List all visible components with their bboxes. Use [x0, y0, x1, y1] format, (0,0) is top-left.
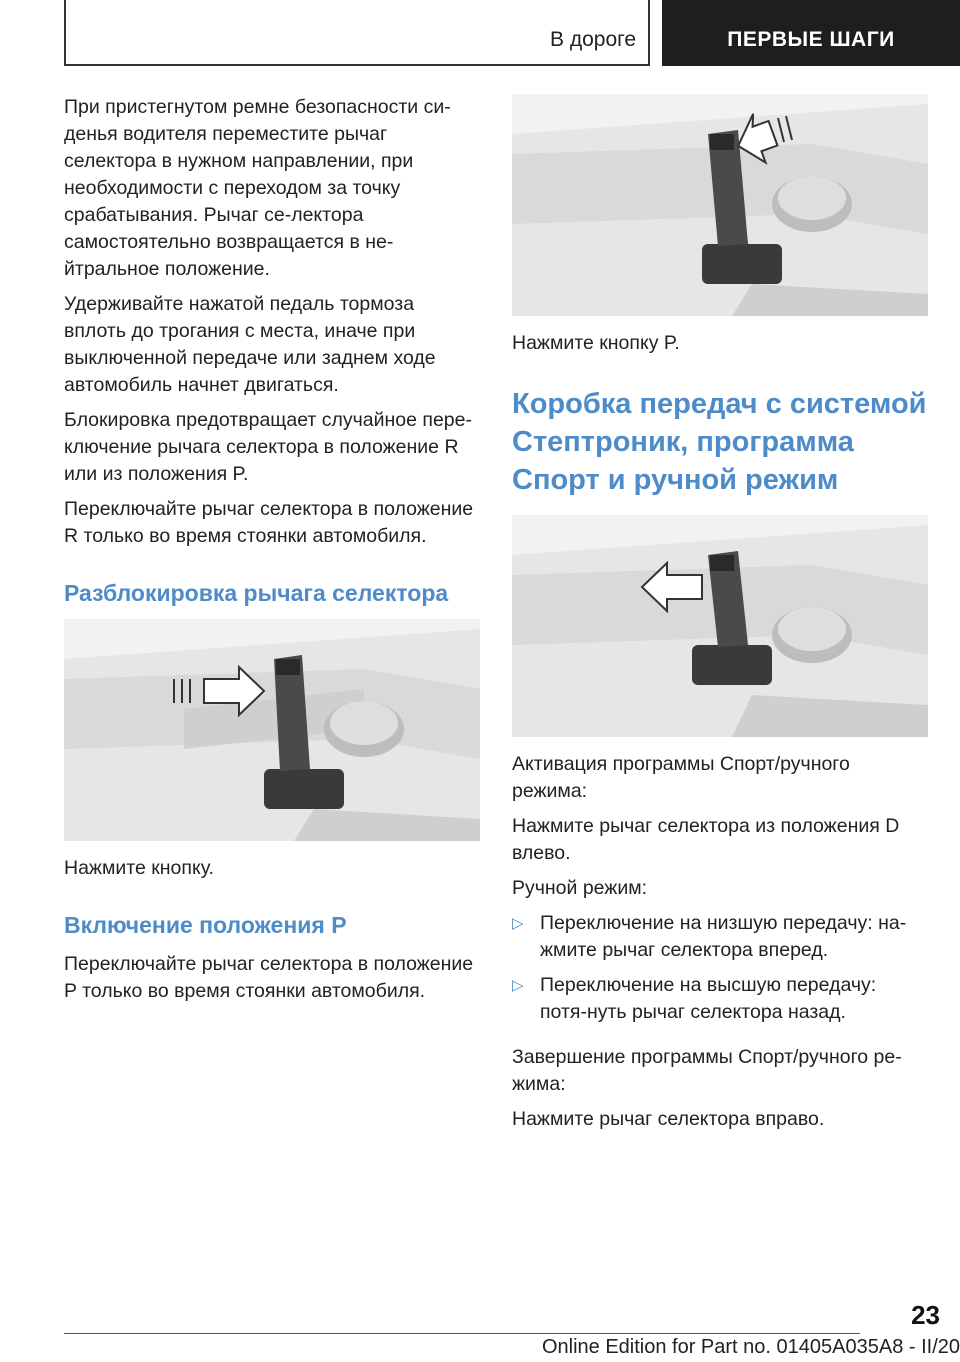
header-bottom-rule	[64, 64, 650, 66]
caption-press-p-button: Нажмите кнопку P.	[512, 332, 680, 354]
header-divider	[648, 0, 650, 66]
figure-park-button	[512, 94, 928, 316]
paragraph-activate-action: Нажмите рычаг селектора из положения D влево.	[512, 815, 900, 864]
heading-steptronic: Коробка передач с системой Стептроник, программа Спорт и ручной режим	[512, 388, 927, 496]
paragraph-manual-mode: Ручной режим:	[512, 877, 648, 899]
footer-rule	[64, 1333, 860, 1334]
list-item-text: Переключение на низшую передачу: на-жмите рычаг селектора вперед.	[540, 912, 907, 961]
figure-unlock-button	[64, 619, 480, 841]
header-section-title[interactable]: В дороге	[549, 28, 636, 51]
triangle-right-icon: ▷	[512, 915, 524, 932]
page-number: 23	[911, 1300, 940, 1330]
list-item-text: Переключение на высшую передачу: потя-нуть рычаг селектора назад.	[540, 974, 877, 1023]
triangle-right-icon: ▷	[512, 977, 524, 994]
paragraph-selector-move: При пристегнутом ремне безопасности си-денья водителя переместите рычаг селектора в нужном направлении, при необходимости с переходом за точку срабатывания. Рычаг се-лектора самостоятельно возвращается в не-йтральное положение.	[64, 96, 451, 280]
paragraph-park-note: Переключайте рычаг селектора в положение P только во время стоянки автомобиля.	[64, 953, 474, 1002]
left-column	[64, 94, 480, 1013]
footer-edition-link[interactable]: Online Edition for Part no. 01405A035A8 - II/20	[541, 1336, 960, 1358]
paragraph-end-sport: Завершение программы Спорт/ручного ре-жима:	[512, 1046, 902, 1095]
list-item	[512, 972, 928, 1026]
right-column	[512, 94, 928, 1141]
heading-unlock-selector: Разблокировка рычага селектора	[64, 580, 449, 606]
list-item	[512, 910, 928, 964]
manual-steps-list	[512, 910, 928, 1026]
caption-press-button: Нажмите кнопку.	[64, 857, 214, 879]
paragraph-end-action: Нажмите рычаг селектора вправо.	[512, 1108, 825, 1130]
header-chapter-tab[interactable]: ПЕРВЫЕ ШАГИ	[662, 0, 960, 66]
paragraph-reverse-note: Переключайте рычаг селектора в положение R только во время стоянки автомобиля.	[64, 498, 474, 547]
paragraph-activate-sport: Активация программы Спорт/ручного режима:	[512, 753, 850, 802]
heading-engage-park: Включение положения P	[64, 912, 347, 938]
header-left-rule	[64, 0, 66, 66]
figure-steptronic-left	[512, 515, 928, 737]
paragraph-interlock: Блокировка предотвращает случайное пере-ключение рычага селектора в положение R или из положения P.	[64, 409, 472, 485]
paragraph-brake-hold: Удерживайте нажатой педаль тормоза вплоть до трогания с места, иначе при выключенной передаче или заднем ходе автомобиль начнет двигаться.	[64, 293, 436, 396]
